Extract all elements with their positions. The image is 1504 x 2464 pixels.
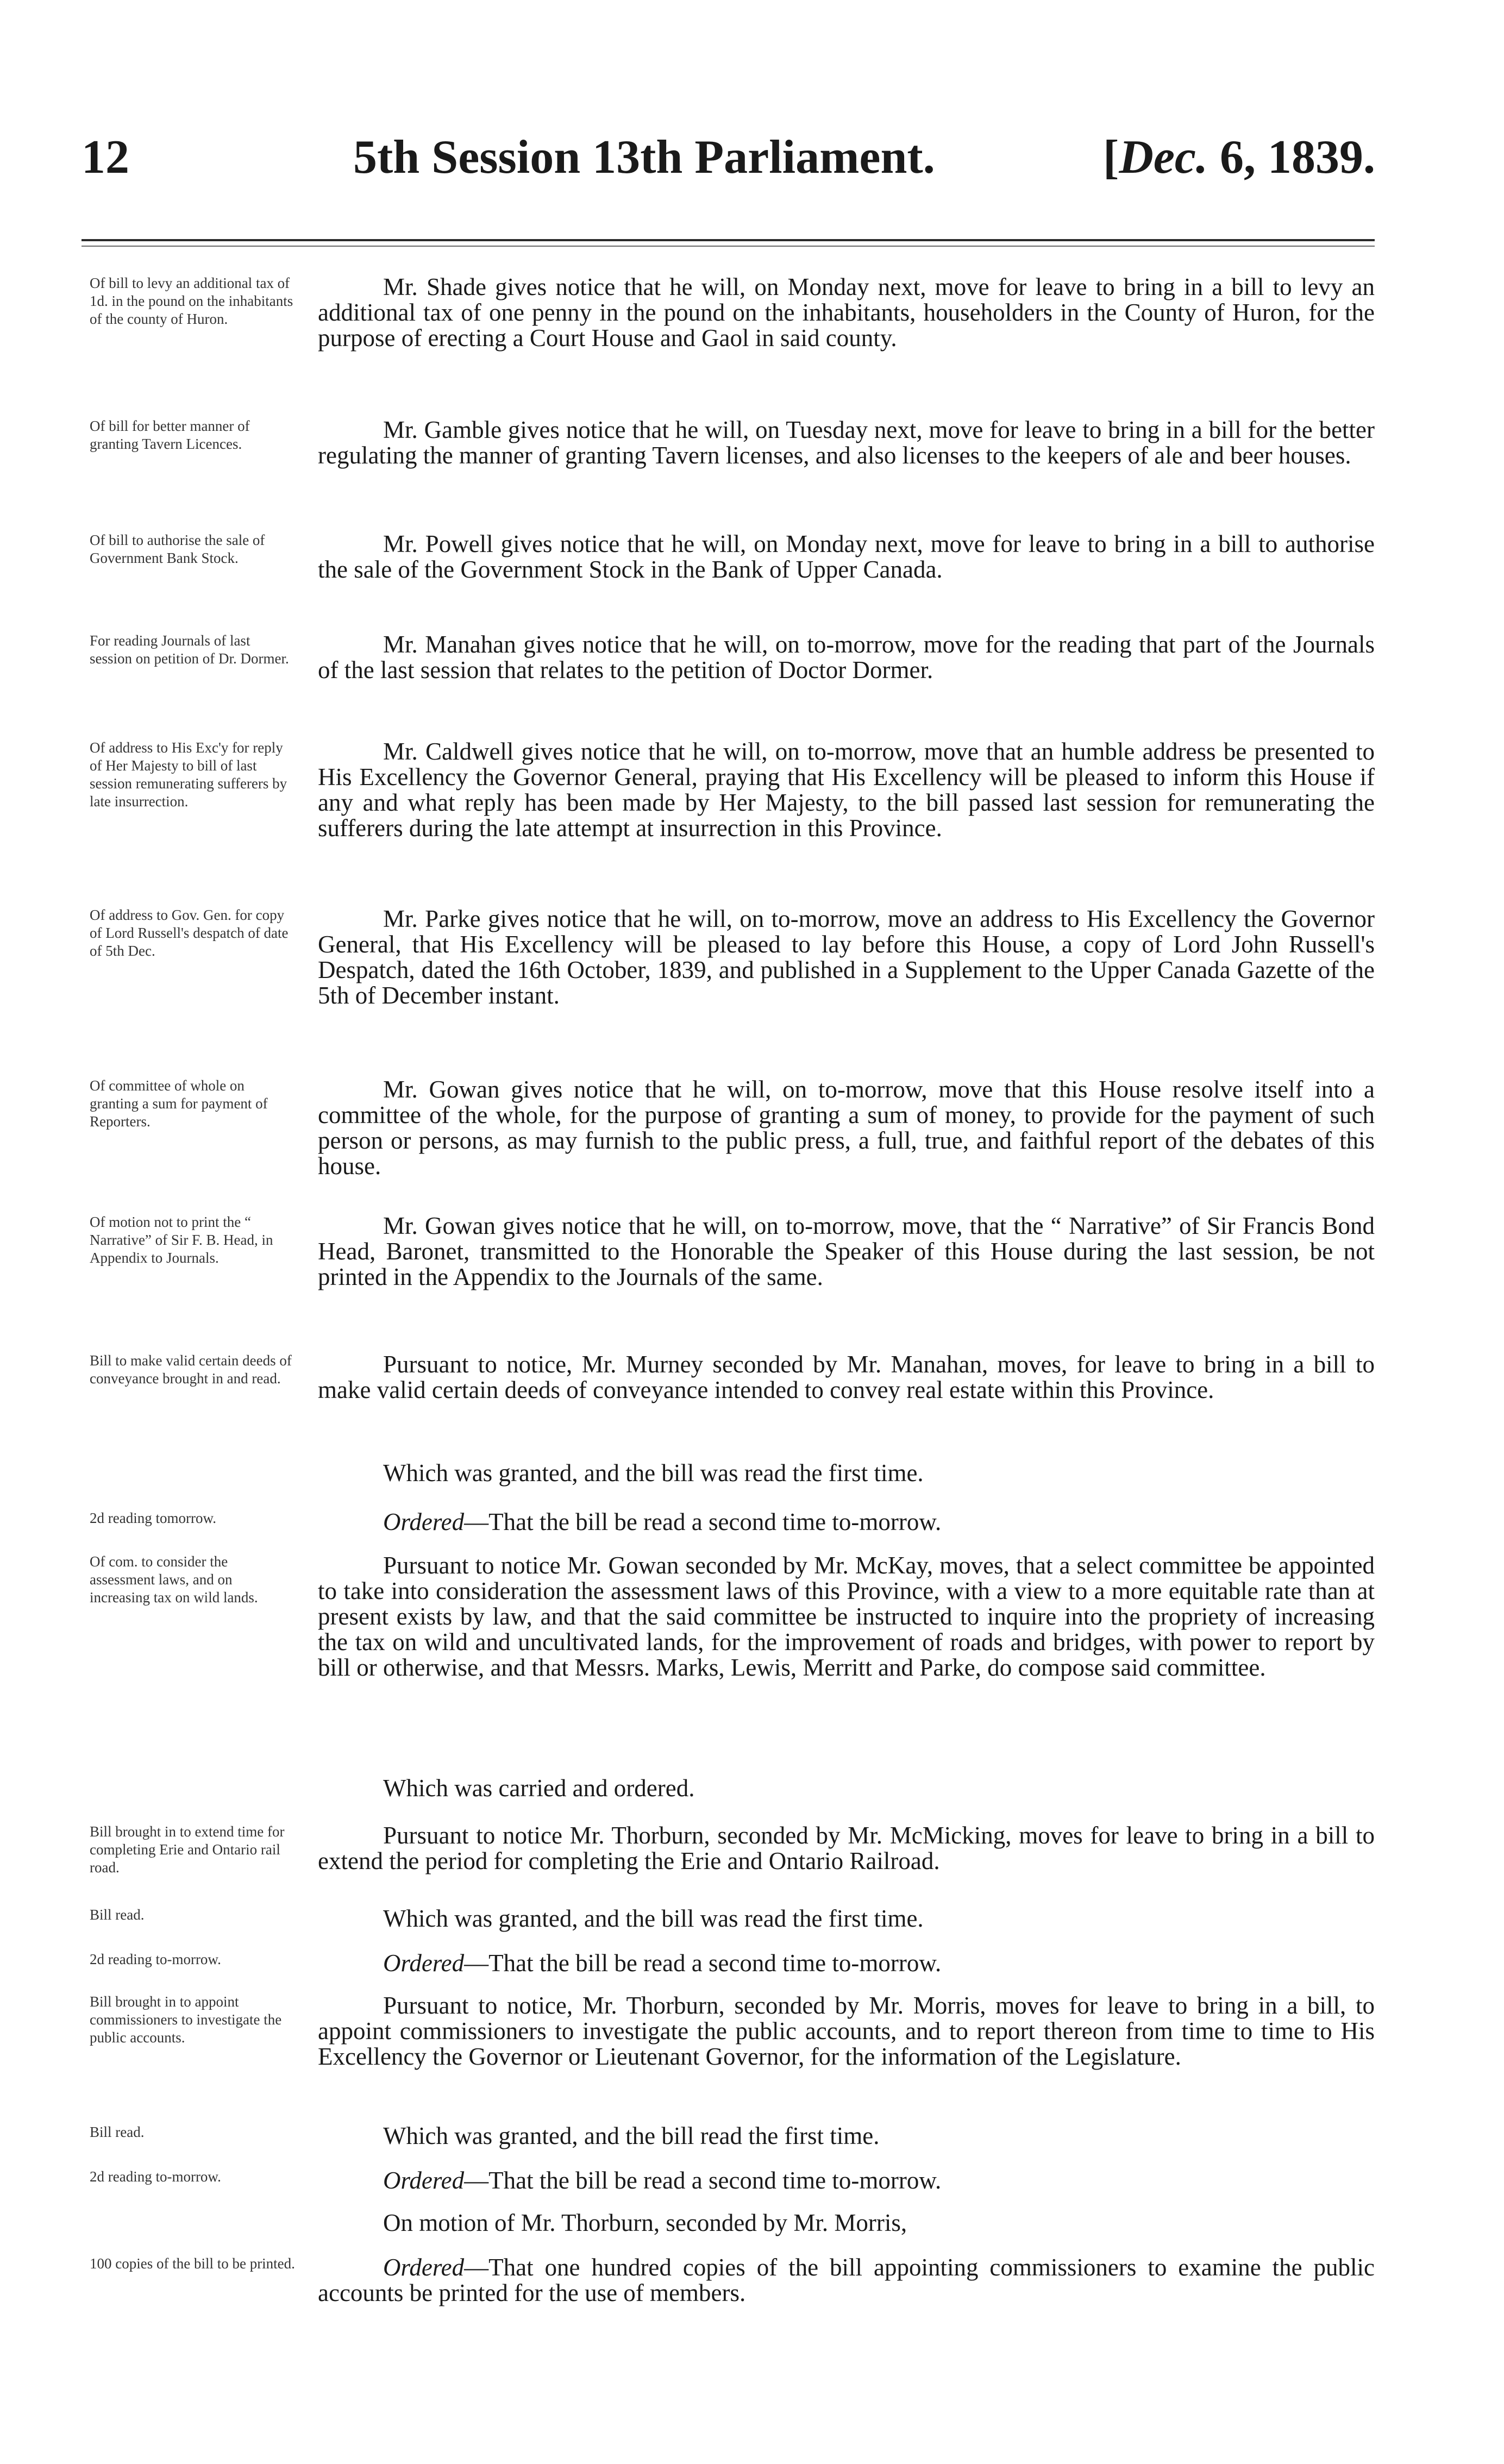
entry-text: Pursuant to notice, Mr. Thorburn, seconded by Mr. Morris, moves for leave to bring in a bill, to appoint commissioners to investigate the public accounts, and to report thereon from time to time to His Excellency the Governor or Lieutenant Governor, for the information of the Legislature. [318,1992,1375,2070]
date-bracket: [ [1103,131,1119,184]
entry-text: Which was granted, and the bill read the first time. [383,2122,880,2149]
margin-note: Bill read. [90,1907,145,1923]
margin-note: Of committee of whole on granting a sum for payment of Reporters. [90,1077,268,1130]
ordered-label: Ordered [383,1508,465,1535]
entry-text: Mr. Caldwell gives notice that he will, on to-morrow, move that an humble address be presented to His Excellency the Governor General, praying that His Excellency will be pleased to inform this House if any and what reply has been made by Her Majesty, to the bill passed last session for remunerating the sufferers during the late attempt at insurrection in this Province. [318,738,1375,842]
ordered-text: —That the bill be read a second time to-morrow. [464,1949,942,1977]
date-month: Dec. [1119,131,1208,184]
entry-text: Pursuant to notice Mr. Gowan seconded by Mr. McKay, moves, that a select committee be appointed to take into consideration the assessment laws of this Province, with a view to a more equitable rate than at present exists by law, and that the said committee be instructed to inquire into the propriety of increasing the tax on wild and uncultivated lands, for the improvement of roads and bridges, with power to report by bill or otherwise, and that Messrs. Marks, Lewis, Merritt and Parke, do compose said committee. [318,1552,1375,1681]
margin-note: Of address to His Exc'y for reply of Her Majesty to bill of last session remunerating sufferers by late insurrection. [90,739,287,810]
page-number: 12 [82,131,129,184]
entry-text: Mr. Gowan gives notice that he will, on to-morrow, move that this House resolve itself into a committee of the whole, for the purpose of granting a sum of money, to provide for the payment of such person or persons, as may furnish to the public press, a full, true, and faithful report of the debates of this house. [318,1076,1375,1180]
header-rule-thin [82,246,1375,247]
margin-note: Of motion not to print the “ Narrative” of Sir F. B. Head, in Appendix to Journals. [90,1214,273,1266]
entry-text: Pursuant to notice, Mr. Murney seconded by Mr. Manahan, moves, for leave to bring in a bill to make valid certain deeds of conveyance intended to convey real estate within this Province. [318,1351,1375,1403]
ordered-label: Ordered [383,2254,465,2281]
ordered-text: —That the bill be read a second time to-morrow. [464,2167,942,2194]
margin-note: Bill brought in to extend time for completing Erie and Ontario rail road. [90,1823,285,1876]
ordered-label: Ordered [383,1949,465,1977]
page-title: 5th Session 13th Parliament. [353,131,935,184]
margin-note: 2d reading to-morrow. [90,2168,221,2185]
margin-note: Of bill for better manner of granting Tavern Licences. [90,418,250,452]
entry-text [318,2168,1375,2193]
entry-text: Which was granted, and the bill was read the first time. [383,1459,924,1487]
margin-note: Of address to Gov. Gen. for copy of Lord Russell's despatch of date of 5th Dec. [90,907,289,959]
margin-note: 100 copies of the bill to be printed. [90,2255,295,2272]
margin-note: 2d reading tomorrow. [90,1510,216,1526]
entry-text: Mr. Gamble gives notice that he will, on Tuesday next, move for leave to bring in a bill for the better regulating the manner of granting Tavern licenses, and also licenses to the keepers of ale and beer houses. [318,416,1375,469]
margin-note: Bill to make valid certain deeds of conveyance brought in and read. [90,1352,292,1387]
margin-note: For reading Journals of last session on petition of Dr. Dormer. [90,632,289,667]
margin-note: Bill read. [90,2124,145,2140]
entry-text: Mr. Parke gives notice that he will, on to-morrow, move an address to His Excellency the Governor General, that His Excellency will be pleased to lay before this House, a copy of Lord John Russell's Despatch, dated the 16th October, 1839, and published in a Supplement to the Upper Canada Gazette of the 5th of December instant. [318,905,1375,1009]
entry-text: Mr. Manahan gives notice that he will, on to-morrow, move for the reading that part of the Journals of the last session that relates to the petition of Doctor Dormer. [318,631,1375,684]
entry-text: Mr. Powell gives notice that he will, on Monday next, move for leave to bring in a bill to authorise the sale of the Government Stock in the Bank of Upper Canada. [318,530,1375,583]
entry-text: Which was carried and ordered. [383,1775,695,1802]
entry-text: On motion of Mr. Thorburn, seconded by Mr. Morris, [383,2209,907,2236]
page-date [1103,128,1375,187]
header-rule [82,239,1375,241]
ordered-text: —That one hundred copies of the bill appointing commissioners to examine the public accounts be printed for the use of members. [318,2254,1375,2306]
margin-note: Of bill to authorise the sale of Government Bank Stock. [90,532,265,566]
entry-text: Which was granted, and the bill was read the first time. [383,1905,924,1932]
entry-text [318,1951,1375,1976]
entry-text [318,2255,1375,2306]
margin-note: 2d reading to-morrow. [90,1951,221,1967]
date-rest: 6, 1839. [1207,131,1375,184]
entry-text: Mr. Gowan gives notice that he will, on to-morrow, move, that the “ Narrative” of Sir Francis Bond Head, Baronet, transmitted to the Honorable the Speaker of this House during the last session, be not printed in the Appendix to the Journals of the same. [318,1212,1375,1290]
entry-text: Pursuant to notice Mr. Thorburn, seconded by Mr. McMicking, moves for leave to bring in a bill to extend the period for completing the Erie and Ontario Railroad. [318,1822,1375,1874]
ordered-text: —That the bill be read a second time to-morrow. [464,1508,942,1535]
ordered-label: Ordered [383,2167,465,2194]
entry-text [318,1509,1375,1535]
margin-note: Of bill to levy an additional tax of 1d. in the pound on the inhabitants of the county of Huron. [90,275,293,327]
margin-note: Bill brought in to appoint commissioners to investigate the public accounts. [90,1993,282,2046]
entry-text: Mr. Shade gives notice that he will, on Monday next, move for leave to bring in a bill to levy an additional tax of one penny in the pound on the inhabitants, householders in the County of Huron, for the purpose of erecting a Court House and Gaol in said county. [318,273,1375,352]
margin-note: Of com. to consider the assessment laws, and on increasing tax on wild lands. [90,1553,258,1606]
page-header [82,128,1375,187]
